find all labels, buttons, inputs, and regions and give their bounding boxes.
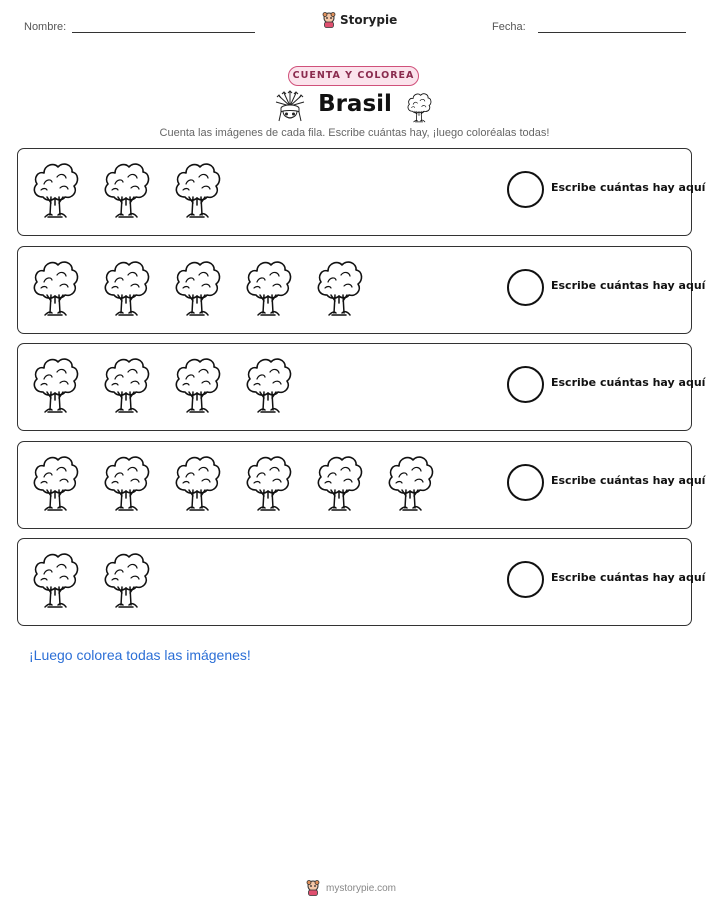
- tree-icon[interactable]: [101, 352, 151, 416]
- tree-icon[interactable]: [385, 450, 435, 514]
- footer: [306, 880, 396, 896]
- tree-icon[interactable]: [172, 255, 222, 319]
- answer-circle[interactable]: [507, 366, 544, 403]
- tree-icon[interactable]: [243, 450, 293, 514]
- tree-icon[interactable]: [101, 255, 151, 319]
- tree-icon[interactable]: [172, 157, 222, 221]
- footer-url: mystorypie.com: [326, 882, 397, 894]
- answer-circle[interactable]: [507, 561, 544, 598]
- tree-group: [30, 352, 293, 418]
- tree-icon[interactable]: [101, 157, 151, 221]
- tree-icon: [405, 90, 433, 124]
- tree-icon[interactable]: [172, 352, 222, 416]
- tree-icon[interactable]: [172, 450, 222, 514]
- tree-icon[interactable]: [30, 450, 80, 514]
- title-row: [0, 88, 709, 124]
- counting-row: [17, 148, 706, 236]
- tree-icon[interactable]: [30, 352, 80, 416]
- answer-label: Escribe cuántas hay aquí: [551, 181, 706, 194]
- mascot-icon: [322, 12, 336, 28]
- tree-icon[interactable]: [314, 450, 364, 514]
- answer-label: Escribe cuántas hay aquí: [551, 376, 706, 389]
- tree-group: [30, 157, 222, 223]
- counting-row: [17, 343, 706, 431]
- tree-icon[interactable]: [30, 255, 80, 319]
- tree-icon[interactable]: [243, 352, 293, 416]
- tree-group: [30, 547, 151, 613]
- instructions-text: Cuenta las imágenes de cada fila. Escribe cuántas hay, ¡luego coloréalas todas!: [159, 127, 550, 139]
- tree-icon[interactable]: [101, 450, 151, 514]
- tree-icon[interactable]: [30, 157, 80, 221]
- brand-logo: [322, 12, 397, 28]
- answer-label: Escribe cuántas hay aquí: [551, 278, 706, 292]
- name-label: Nombre:: [24, 21, 67, 33]
- tree-icon[interactable]: [30, 547, 80, 611]
- counting-row: [17, 441, 706, 529]
- answer-circle[interactable]: [507, 464, 544, 501]
- tree-group: [30, 255, 364, 321]
- date-line[interactable]: [538, 32, 686, 33]
- worksheet-title: Brasil: [318, 91, 392, 117]
- activity-badge: CUENTA Y COLOREA: [288, 66, 419, 86]
- answer-label: Escribe cuántas hay aquí: [551, 473, 706, 487]
- brand-name: Storypie: [340, 13, 398, 27]
- worksheet-header: [0, 0, 709, 50]
- answer-circle[interactable]: [507, 269, 544, 306]
- tree-icon[interactable]: [243, 255, 293, 319]
- tree-icon[interactable]: [101, 547, 151, 611]
- counting-row: [17, 538, 706, 626]
- color-reminder: ¡Luego colorea todas las imágenes!: [29, 647, 251, 663]
- date-label: Fecha:: [492, 21, 526, 33]
- tree-group: [30, 450, 435, 516]
- answer-label: Escribe cuántas hay aquí: [551, 571, 706, 584]
- tree-icon[interactable]: [314, 255, 364, 319]
- answer-circle[interactable]: [507, 171, 544, 208]
- name-line[interactable]: [72, 32, 255, 33]
- mascot-icon: [306, 880, 320, 896]
- counting-row: [17, 246, 706, 334]
